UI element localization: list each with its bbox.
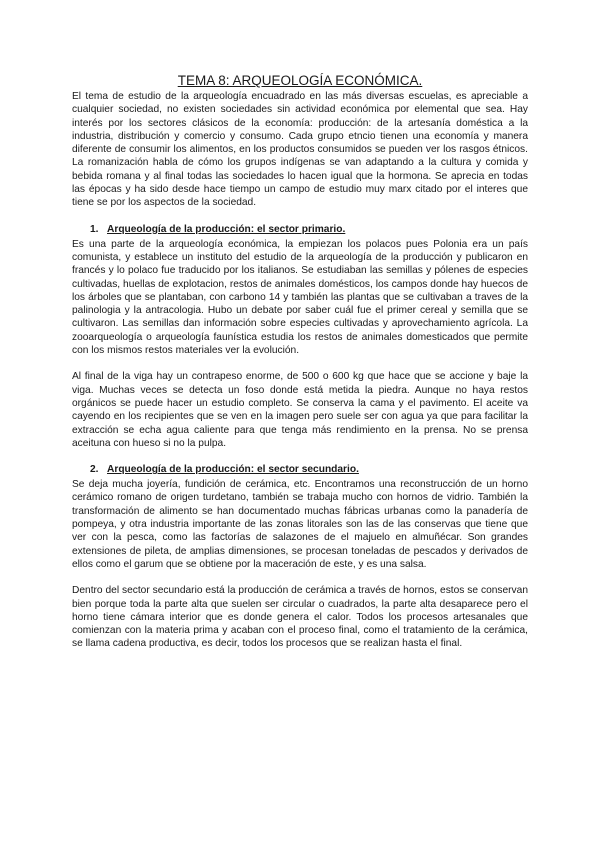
- spacer: [72, 357, 528, 370]
- section-paragraph: Es una parte de la arqueología económica, la empiezan los polacos pues Polonia era un país comunista, y establece un instituto del estudio de la arqueología de la producción y publicaron en francés y lo polaco fue traducido por los italianos. Se estudiaban las semillas y pólenes de especies cultivadas, huellas de explotacion, restos de animales domésticos, los campos donde hay huecos de los árboles que se plantaban, con carbono 14 y también las plantas que se cultivaban a traves de la palinologia y la antracologia. Hubo un debate por saber cuál fue el primer cereal y semilla que se cultivaron. Las semillas dan información sobre especies cultivadas y aprovechamiento agrícola. La zooarqueología o arqueología faunística estudia los restos de animales domesticados que permite con los mismos restos materiales ver la evolución.: [72, 238, 528, 357]
- section-heading-text: Arqueología de la producción: el sector primario.: [107, 223, 346, 235]
- section-paragraph: Se deja mucha joyería, fundición de cerámica, etc. Encontramos una reconstrucción de un horno cerámico romano de origen turdetano, también se trabaja mucho con hornos de vidrio. También la transformación de alimento se han documentado muchas fábricas urbanas como la panadería de pompeya, y otra industria importante de las zonas litorales son las de las conservas que tiene que ver con la pesca, como las factorías de salazones de el majuelo en almuñécar. Son grandes extensiones de pileta, de amplias dimensiones, se procesan toneladas de pescados y derivados de ellos como el garum que se obtiene por la maceración de este, y es una salsa.: [72, 479, 528, 570]
- spacer: [72, 210, 528, 223]
- spacer: [72, 450, 528, 463]
- section-heading-text: Arqueología de la producción: el sector secundario.: [107, 464, 359, 476]
- section-paragraph: Al final de la viga hay un contrapeso enorme, de 500 o 600 kg que hace que se accione y baje la viga. Muchas veces se detecta un foso donde está metida la piedra. Aunque no haya restos orgánicos se puede hacer un estudio completo. Se conserva la cama y el pavimento. El aceite va cayendo en los recipientes que se ven en la imagen pero suele ser con agua ya que para facilitar la extracción se echa agua caliente para que tenga más rendimiento en la prensa. No se prensa aceituna con hueso si no la pulpa.: [72, 371, 528, 449]
- intro-paragraph: El tema de estudio de la arqueología encuadrado en las más diversas escuelas, es apreciable a cualquier sociedad, no existen sociedades sin actividad económica por elemental que sea. Hay interés por los sectores clásicos de la economía: producción: de la artesanía doméstica a la industria, distribución y comercio y consumo. Cada grupo etncio tienen una economía y manera diferente de consumir los alimentos, en los productos consumidos se pueden ver los rasgos étnicos. La romanización habla de cómo los grupos indígenas se van adaptando a la cultura y comida y bebida romana y al final todas las sociedades lo hacen igual que la hormona. Se aprecia en todas las épocas y ha sido desde hace tiempo un campo de estudio muy marx citado por el interes que tiene se por los aspectos de la sociedad.: [72, 91, 528, 209]
- section-paragraph: Dentro del sector secundario está la producción de cerámica a través de hornos, estos se conservan bien porque toda la parte alta que suelen ser circular o cuadrados, la parte alta desaparece pero el horno tiene cámara interior que es donde genera el calor. Todos los procesos artesanales que comienzan con la materia prima y acaban con el proceso final, como el tratamiento de la cerámica, se llama cadena productiva, es decir, todos los procesos que se realizan hasta el final.: [72, 585, 528, 650]
- section-number: 2.: [90, 464, 99, 476]
- section-heading-primary: [90, 223, 528, 237]
- section-heading-secondary: [90, 463, 528, 477]
- section-number: 1.: [90, 223, 99, 235]
- page-title: TEMA 8: ARQUEOLOGÍA ECONÓMICA.: [177, 73, 423, 88]
- document-page: [72, 72, 528, 651]
- spacer: [72, 571, 528, 584]
